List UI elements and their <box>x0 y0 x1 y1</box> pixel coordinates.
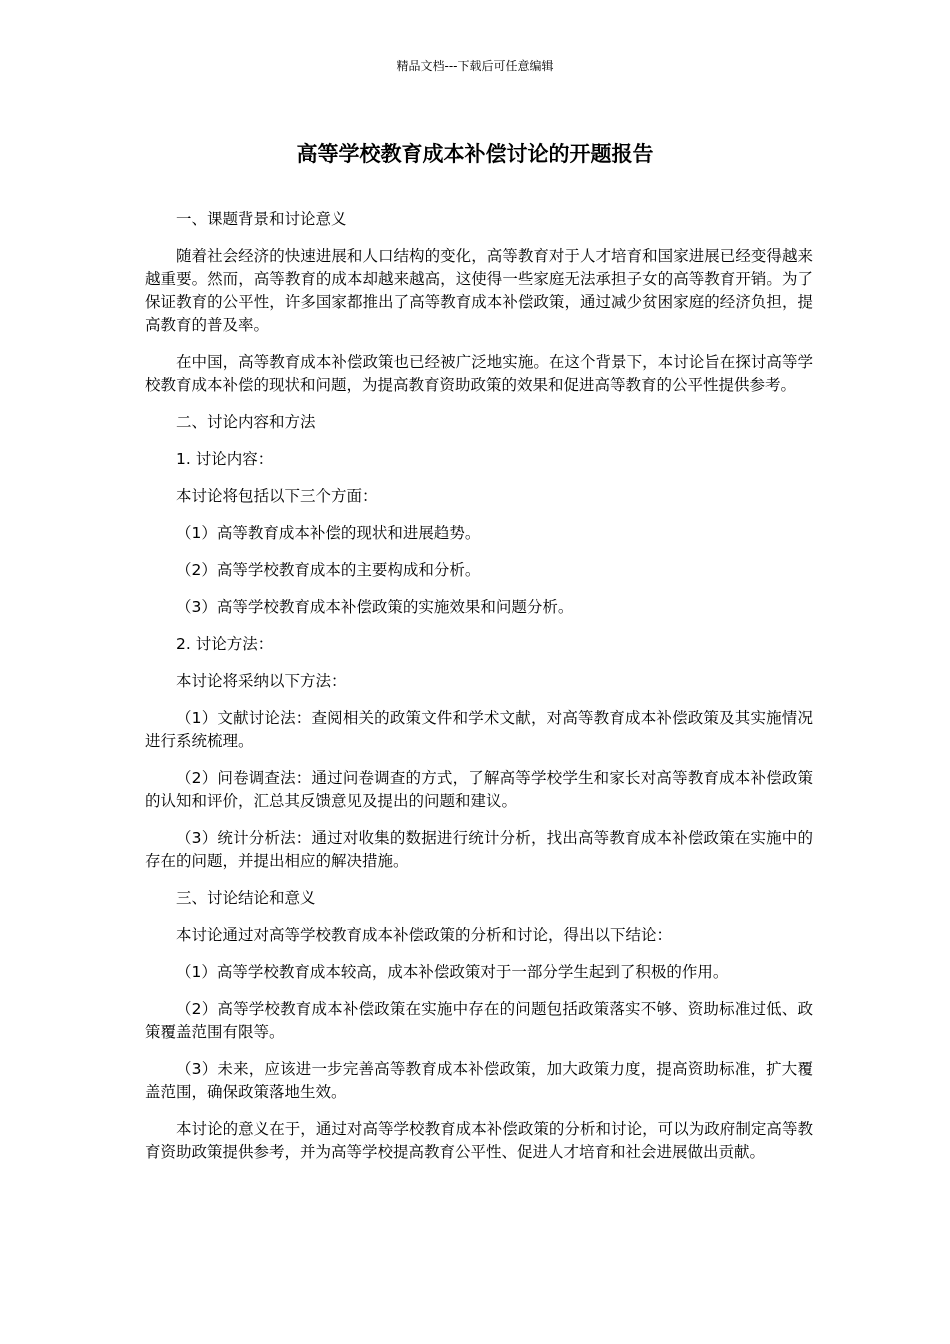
paragraph-content-intro: 本讨论将包括以下三个方面： <box>176 487 378 505</box>
section-heading-background: 一、课题背景和讨论意义 <box>176 210 347 228</box>
list-item-conclusion-2: （2）高等学校教育成本补偿政策在实施中存在的问题包括政策落实不够、资助标准过低、政策覆盖范围有限等。 <box>145 1000 813 1041</box>
list-item-content-2: （2）高等学校教育成本的主要构成和分析。 <box>176 561 481 579</box>
list-item-conclusion-3: （3）未来，应该进一步完善高等教育成本补偿政策，加大政策力度，提高资助标准，扩大覆盖范围，确保政策落地生效。 <box>145 1060 813 1101</box>
section-heading-conclusion: 三、讨论结论和意义 <box>176 889 316 907</box>
section-heading-content-method: 二、讨论内容和方法 <box>176 413 316 431</box>
paragraph-conclusion-intro: 本讨论通过对高等学校教育成本补偿政策的分析和讨论，得出以下结论： <box>176 926 673 944</box>
list-item-method-2: （2）问卷调查法：通过问卷调查的方式，了解高等学校学生和家长对高等教育成本补偿政策的认知和评价，汇总其反馈意见及提出的问题和建议。 <box>145 769 813 810</box>
page-header: 精品文档---下载后可任意编辑 <box>396 59 554 73</box>
list-item-method-1: （1）文献讨论法：查阅相关的政策文件和学术文献，对高等教育成本补偿政策及其实施情况进行系统梳理。 <box>145 709 813 750</box>
paragraph-significance: 本讨论的意义在于，通过对高等学校教育成本补偿政策的分析和讨论，可以为政府制定高等教育资助政策提供参考，并为高等学校提高教育公平性、促进人才培育和社会进展做出贡献。 <box>145 1120 813 1161</box>
subheading-content: 1. 讨论内容： <box>176 450 274 468</box>
list-item-conclusion-1: （1）高等学校教育成本较高，成本补偿政策对于一部分学生起到了积极的作用。 <box>176 963 729 981</box>
document-title: 高等学校教育成本补偿讨论的开题报告 <box>296 142 654 166</box>
list-item-content-3: （3）高等学校教育成本补偿政策的实施效果和问题分析。 <box>176 598 574 616</box>
paragraph-background-1: 随着社会经济的快速进展和人口结构的变化，高等教育对于人才培育和国家进展已经变得越来越重要。然而，高等教育的成本却越来越高，这使得一些家庭无法承担子女的高等教育开销。为了保证教育的公平性，许多国家都推出了高等教育成本补偿政策，通过减少贫困家庭的经济负担，提高教育的普及率。 <box>145 247 813 334</box>
document-body <box>145 208 813 1178</box>
list-item-content-1: （1）高等教育成本补偿的现状和进展趋势。 <box>176 524 481 542</box>
list-item-method-3: （3）统计分析法：通过对收集的数据进行统计分析，找出高等教育成本补偿政策在实施中的存在的问题，并提出相应的解决措施。 <box>145 829 813 870</box>
paragraph-method-intro: 本讨论将采纳以下方法： <box>176 672 347 690</box>
paragraph-background-2: 在中国，高等教育成本补偿政策也已经被广泛地实施。在这个背景下，本讨论旨在探讨高等学校教育成本补偿的现状和问题，为提高教育资助政策的效果和促进高等教育的公平性提供参考。 <box>145 353 813 394</box>
subheading-method: 2. 讨论方法： <box>176 635 274 653</box>
